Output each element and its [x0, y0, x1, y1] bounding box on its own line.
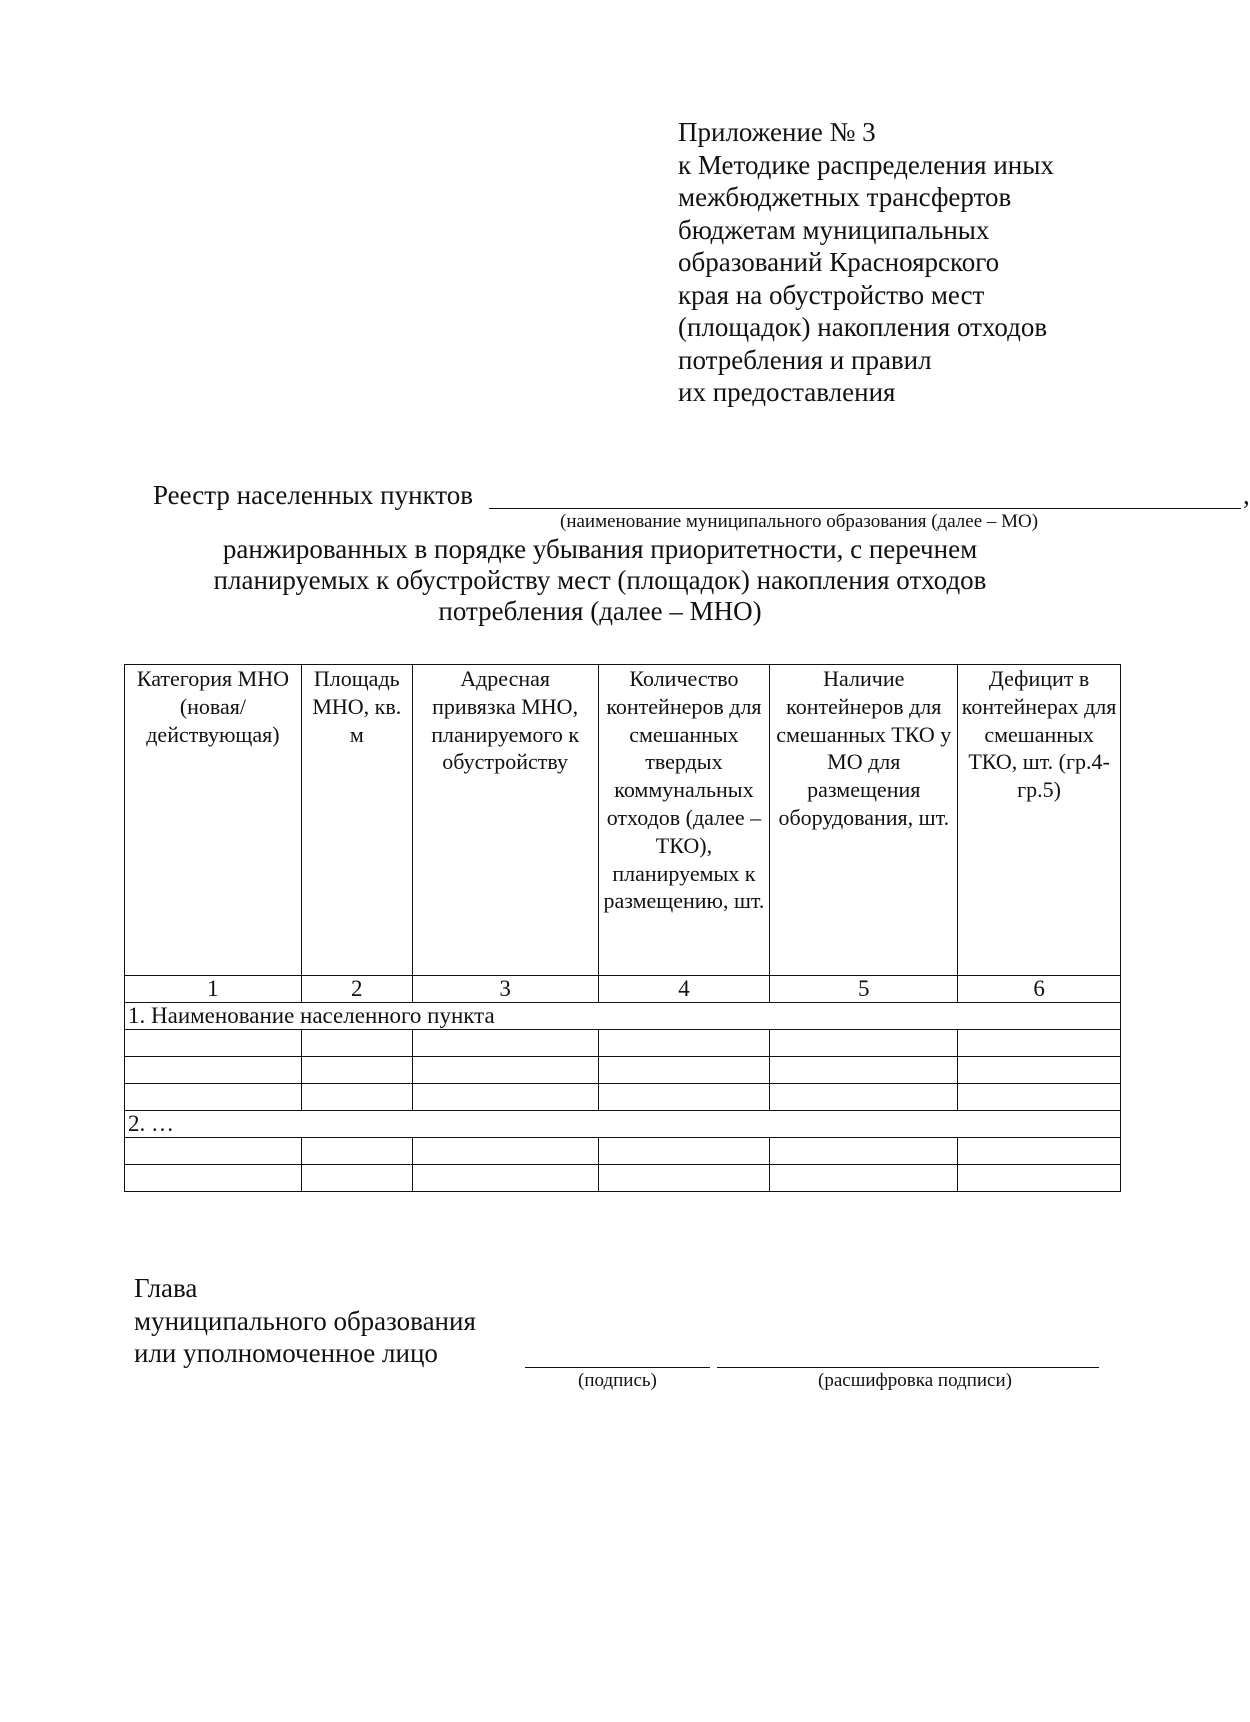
- registry-subtitle: [100, 534, 1100, 627]
- appendix-line: образований Красноярского: [678, 247, 1000, 277]
- column-number: 3: [412, 976, 598, 1003]
- appendix-line: Приложение № 3: [678, 117, 876, 147]
- table-cell[interactable]: [598, 1084, 770, 1111]
- header-category: Категория МНО (новая/ действующая): [125, 665, 302, 976]
- table-cell[interactable]: [770, 1030, 958, 1057]
- table-cell[interactable]: [125, 1084, 302, 1111]
- column-number: 6: [958, 976, 1121, 1003]
- signatory-block: [134, 1272, 476, 1370]
- mo-name-blank: [489, 508, 1241, 509]
- column-number-row: [125, 976, 1121, 1003]
- table-cell[interactable]: [598, 1165, 770, 1192]
- table-row: [125, 1165, 1121, 1192]
- table-cell[interactable]: [958, 1057, 1121, 1084]
- table-cell[interactable]: [125, 1165, 302, 1192]
- table-cell[interactable]: [412, 1057, 598, 1084]
- table-cell[interactable]: [301, 1138, 412, 1165]
- table-cell[interactable]: [301, 1057, 412, 1084]
- column-number: 1: [125, 976, 302, 1003]
- signatory-line: Глава: [134, 1273, 198, 1303]
- table-row: [125, 1057, 1121, 1084]
- signature-blank: [525, 1367, 710, 1368]
- signature-hint: (подпись): [578, 1370, 657, 1391]
- table-cell[interactable]: [412, 1030, 598, 1057]
- table-cell[interactable]: [958, 1165, 1121, 1192]
- signatory-line: или уполномоченное лицо: [134, 1338, 438, 1368]
- group-label: 1. Наименование населенного пункта: [125, 1003, 1121, 1030]
- subtitle-line: планируемых к обустройству мест (площадок) накопления отходов: [213, 565, 987, 595]
- registry-table: [124, 664, 1121, 1192]
- subtitle-line: потребления (далее – МНО): [438, 596, 762, 626]
- appendix-line: (площадок) накопления отходов: [678, 312, 1048, 342]
- header-address: Адресная привязка МНО, планируемого к обустройству: [412, 665, 598, 976]
- table-cell[interactable]: [770, 1165, 958, 1192]
- appendix-line: их предоставления: [678, 377, 896, 407]
- table-cell[interactable]: [412, 1084, 598, 1111]
- table-cell[interactable]: [125, 1138, 302, 1165]
- table-cell[interactable]: [958, 1138, 1121, 1165]
- table-cell[interactable]: [301, 1084, 412, 1111]
- signature-decryption-hint: (расшифровка подписи): [818, 1370, 1012, 1391]
- group-row: [125, 1111, 1121, 1138]
- group-label: 2. …: [125, 1111, 1121, 1138]
- table-row: [125, 1138, 1121, 1165]
- table-header-row: [125, 665, 1121, 976]
- table-cell[interactable]: [412, 1165, 598, 1192]
- table-row: [125, 1030, 1121, 1057]
- group-row: [125, 1003, 1121, 1030]
- appendix-line: межбюджетных трансфертов: [678, 182, 1012, 212]
- header-planned-containers: Количество контейнеров для смешанных твердых коммунальных отходов (далее – ТКО), планируемых к размещению, шт.: [598, 665, 770, 976]
- table-cell[interactable]: [958, 1030, 1121, 1057]
- signatory-line: муниципального образования: [134, 1305, 476, 1336]
- column-number: 2: [301, 976, 412, 1003]
- table-cell[interactable]: [301, 1165, 412, 1192]
- table-cell[interactable]: [770, 1138, 958, 1165]
- appendix-line: бюджетам муниципальных: [678, 214, 990, 245]
- table-cell[interactable]: [412, 1138, 598, 1165]
- table-cell[interactable]: [598, 1030, 770, 1057]
- table-cell[interactable]: [958, 1084, 1121, 1111]
- appendix-line: к Методике распределения иных: [678, 149, 1054, 180]
- signature-decryption-blank: [717, 1367, 1099, 1368]
- table-cell[interactable]: [301, 1030, 412, 1057]
- appendix-line: края на обустройство мест: [678, 279, 985, 310]
- subtitle-line: ранжированных в порядке убывания приоритетности, с перечнем: [222, 534, 978, 564]
- header-existing-containers: Наличие контейнеров для смешанных ТКО у МО для размещения оборудования, шт.: [770, 665, 958, 976]
- mo-name-hint: (наименование муниципального образования (далее – МО): [560, 511, 1039, 532]
- header-area: Площадь МНО, кв. м: [301, 665, 412, 976]
- table-cell[interactable]: [125, 1030, 302, 1057]
- table-row: [125, 1084, 1121, 1111]
- appendix-header: [678, 116, 1178, 409]
- header-deficit: Дефицит в контейнерах для смешанных ТКО, шт. (гр.4-гр.5): [958, 665, 1121, 976]
- table-cell[interactable]: [770, 1057, 958, 1084]
- column-number: 4: [598, 976, 770, 1003]
- table-cell[interactable]: [598, 1057, 770, 1084]
- column-number: 5: [770, 976, 958, 1003]
- registry-title-lead: Реестр населенных пунктов: [153, 480, 473, 510]
- table-cell[interactable]: [770, 1084, 958, 1111]
- appendix-line: потребления и правил: [678, 344, 932, 375]
- registry-title-comma: ,: [1243, 480, 1250, 510]
- table-cell[interactable]: [125, 1057, 302, 1084]
- table-cell[interactable]: [598, 1138, 770, 1165]
